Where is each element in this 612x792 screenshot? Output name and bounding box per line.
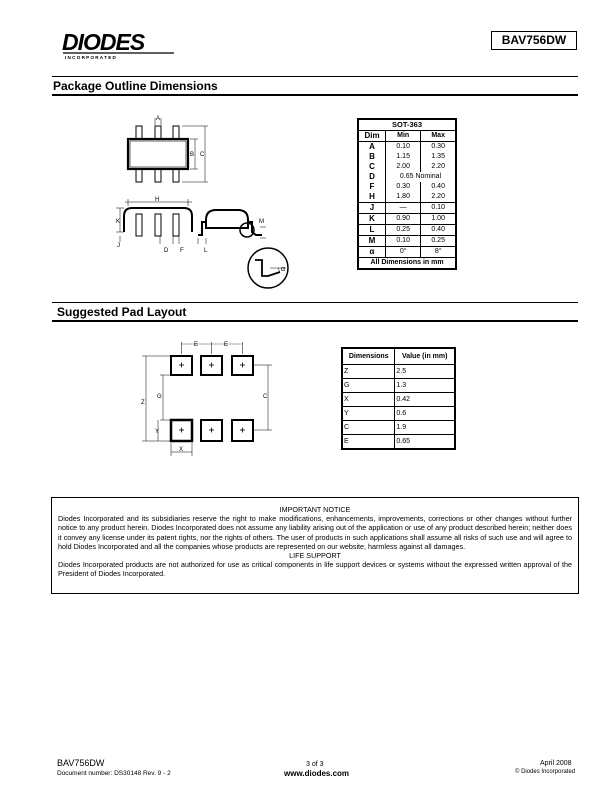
- table-row: L 0.25 0.40: [359, 225, 455, 236]
- pad-label-Z: Z: [141, 400, 145, 406]
- logo-text: DIODES: [62, 30, 145, 55]
- package-body-side-view: [124, 208, 192, 232]
- part-number-box: BAV756DW: [491, 31, 577, 50]
- life-support-title: LIFE SUPPORT: [289, 551, 341, 561]
- pad-label-C: C: [263, 394, 268, 400]
- table-row: α 0° 8°: [359, 247, 455, 258]
- table-row: Z 2.5: [343, 365, 455, 379]
- table-row: J — 0.10: [359, 203, 455, 214]
- dim-label-F: F: [180, 248, 184, 254]
- table-row: D 0.65 Nominal: [359, 172, 455, 182]
- section-rule-bottom: [52, 94, 578, 96]
- pad-label-E1: E: [194, 342, 199, 348]
- table-row: F 0.30 0.40: [359, 182, 455, 192]
- pin: [155, 169, 161, 182]
- footer-part-number: BAV756DW: [57, 758, 105, 768]
- dim-label-M: M: [259, 219, 264, 225]
- footer-document-number: Document number: DS30148 Rev. 9 - 2: [57, 770, 171, 777]
- table-row: X 0.42: [343, 393, 455, 407]
- table-row: G 1.3: [343, 379, 455, 393]
- pad-layout-drawing: [138, 338, 283, 463]
- section-title-package: Package Outline Dimensions: [53, 79, 218, 93]
- table-row: A 0.10 0.30: [359, 142, 455, 153]
- footer-copyright: © Diodes Incorporated: [515, 769, 576, 775]
- table-row: Y 0.6: [343, 407, 455, 421]
- pad-label-G: G: [157, 394, 162, 400]
- table-row: C 2.00 2.20: [359, 162, 455, 172]
- sot363-dimensions-table: [357, 118, 457, 270]
- pad-label-E2: E: [224, 342, 229, 348]
- sot363-table-footer: All Dimensions in mm: [359, 258, 455, 269]
- table-row: E 0.65: [343, 435, 455, 449]
- section-title-pad-layout: Suggested Pad Layout: [57, 305, 187, 319]
- col-header-dimensions: Dimensions: [343, 349, 395, 365]
- footer-date: April 2008: [540, 760, 572, 767]
- table-row: K 0.90 1.00: [359, 214, 455, 225]
- dim-label-K: K: [116, 219, 121, 225]
- pad-table-header: [343, 349, 455, 365]
- pin: [173, 169, 179, 182]
- table-row: B 1.15 1.35: [359, 152, 455, 162]
- footer-page-number: 3 of 3: [306, 761, 324, 768]
- col-header-max: Max: [421, 131, 455, 142]
- notice-title: IMPORTANT NOTICE: [279, 505, 351, 514]
- pin: [155, 126, 161, 139]
- pin: [136, 169, 142, 182]
- pin: [173, 126, 179, 139]
- section-rule-top: [52, 76, 578, 77]
- logo-subtext: I N C O R P O R A T E D: [65, 55, 116, 60]
- important-notice-box: [51, 497, 579, 594]
- sot363-table-header: [359, 131, 455, 142]
- table-row: C 1.9: [343, 421, 455, 435]
- dim-label-B: B: [190, 152, 195, 158]
- dim-label-D: D: [164, 248, 169, 254]
- pad-dimensions-table: [341, 347, 456, 450]
- col-header-dim: Dim: [359, 131, 386, 142]
- dim-label-alpha: α: [281, 266, 286, 273]
- dim-label-L: L: [204, 248, 208, 254]
- table-row: M 0.10 0.25: [359, 236, 455, 247]
- diodes-logo: [62, 30, 176, 60]
- life-support-body: Diodes Incorporated products are not authorized for use as critical components in life support devices or systems without the expressed written approval of the President of Diodes Incorporated.: [58, 560, 572, 579]
- section-rule-bottom: [52, 320, 578, 322]
- pad-label-Y: Y: [155, 429, 160, 435]
- dim-label-A: A: [156, 116, 161, 122]
- pin: [136, 126, 142, 139]
- table-row: H 1.80 2.20: [359, 192, 455, 203]
- pad-label-X: X: [179, 447, 184, 453]
- notice-body: Diodes Incorporated and its subsidiaries reserve the right to make modifications, enhancements, improvements, corrections or other changes without further notice to any product herein. Diodes Incorporated does not assume any liability arising out of the application or use of any product described herein; neither does it convey any license under its patent rights, nor the rights of others. The user of products in such applications shall assume all risks of such use and will agree to hold Diodes Incorporated and all the companies whose products are represented on our website, harmless against all damages.: [58, 514, 572, 551]
- package-outline-drawing: [110, 110, 300, 290]
- dim-label-H: H: [155, 197, 160, 203]
- sot363-table-title: SOT-363: [359, 120, 455, 131]
- footer-website-link[interactable]: www.diodes.com: [284, 769, 350, 778]
- dim-label-J: J: [117, 243, 120, 249]
- section-rule-top: [52, 302, 578, 303]
- package-body-top-view: [128, 139, 188, 169]
- col-header-min: Min: [386, 131, 421, 142]
- dim-label-C: C: [200, 152, 205, 158]
- col-header-value: Value (in mm): [395, 349, 455, 365]
